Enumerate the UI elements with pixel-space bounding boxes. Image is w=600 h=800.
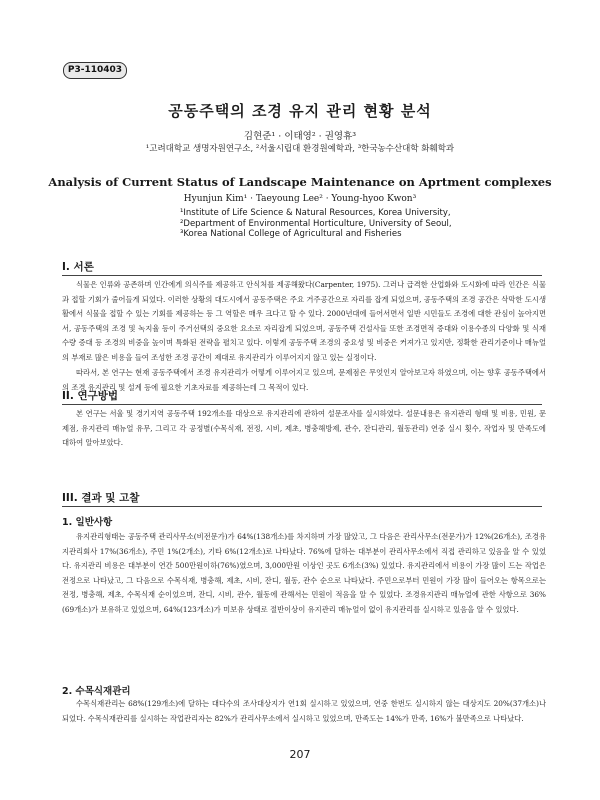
- subsection-heading-tree-planting: 2. 수목식재관리: [62, 686, 131, 697]
- section-heading-results: III. 결과 및 고찰: [62, 492, 140, 504]
- results-paragraph: 수목식재관리는 68%(129개소)에 달하는 대다수의 조사대상지가 연1회 실시하고 있었으며, 연중 한번도 실시하지 않는 대상지도 20%(37개소)나 되었다. 수목식재관리를 실시하는 작업관리자는 82%가 관리사무소에서 실시하고 있었으며, 만족도는 14%가 만족, 16%가 불만족으로 나타났다.: [62, 699, 546, 723]
- section-divider: [62, 404, 542, 405]
- page-number: 207: [289, 748, 311, 761]
- paper-id-badge: P3-110403: [63, 62, 127, 79]
- affiliations-english: [180, 208, 500, 240]
- subsection-heading-general: 1. 일반사항: [62, 517, 113, 528]
- section-divider: [62, 275, 542, 276]
- section-heading-methods: II. 연구방법: [62, 390, 119, 402]
- paper-title-korean: 공동주택의 조경 유지 관리 현황 분석: [168, 102, 432, 120]
- affiliations-korean: ¹고려대학교 생명자원연구소, ²서울시립대 환경원예학과, ³한국농수산대학 화훼학과: [145, 144, 455, 154]
- affiliation-line: ¹Institute of Life Science & Natural Resources, Korea University,: [180, 208, 451, 218]
- results-paragraph: 유지관리형태는 공동주택 관리사무소(비전문가)가 64%(138개소)를 차지하며 가장 많았고, 그 다음은 관리사무소(전문가)가 12%(26개소), 조경유지관리회사 17%(36개소), 주민 1%(2개소), 기타 6%(12개소)로 나타났다. 76%에 달하는 대부분이 관리사무소에서 직접 관리하고 있음을 알 수 있었다. 유지관리 비용은 대부분이 연간 500만원이하(76%)였으며, 3,000만원 이상인 곳도 6개소(3%) 있었다. 유지관리에서 비용이 가장 많이 드는 작업은 전정으로 나타났고, 그 다음으로 수목식재, 병충해, 제초, 시비, 잔디, 월동, 관수 순으로 나타났다. 주민으로부터 민원이 가장 많이 들어오는 항목으로는 전정, 병충해, 제초, 수목식재 순이었으며, 잔디, 시비, 관수, 월동에 관해서는 민원이 적음을 알 수 있었다. 조경유지관리 매뉴얼에 관한 사항으로 36%(69개소)가 보유하고 있었으며, 64%(123개소)가 미보유 상태로 절반이상이 유지관리 매뉴얼이 없이 유지관리를 실시하고 있음을 알 수 있었다.: [62, 532, 546, 614]
- affiliation-line: ²Department of Environmental Horticulture, University of Seoul,: [180, 218, 452, 229]
- introduction-paragraph: 따라서, 본 연구는 현재 공동주택에서 조경 유지관리가 어떻게 이루어지고 있으며, 문제점은 무엇인지 알아보고자 하였으며, 이는 향후 공동주택에서의 조경 유지관리 및 설계 등에 필요한 기초자료를 제공하는데 그 목적이 있다.: [62, 368, 546, 392]
- authors-korean: 김현준¹ · 이태영² · 권영휴³: [243, 131, 357, 142]
- methods-paragraph: 본 연구는 서울 및 경기지역 공동주택 192개소를 대상으로 유지관리에 관하여 설문조사를 실시하였다. 설문내용은 유지관리 형태 및 비용, 민원, 문제점, 유지관리 매뉴얼 유무, 그리고 각 공정별(수목식재, 전정, 시비, 제초, 병충해방제, 관수, 잔디관리, 월동관리) 연중 실시 횟수, 작업자 및 만족도에 대하여 알아보았다.: [62, 409, 546, 448]
- section-divider: [62, 506, 542, 507]
- paper-title-english: Analysis of Current Status of Landscape Maintenance on Aprtment complexes: [48, 175, 552, 189]
- affiliation-line: ³Korea National College of Agricultural and Fisheries: [180, 229, 402, 239]
- section-heading-introduction: I. 서론: [62, 261, 94, 273]
- authors-english: Hyunjun Kim¹ · Taeyoung Lee² · Young-hyoo Kwon³: [183, 194, 417, 204]
- introduction-paragraph: 식물은 인류와 공존하며 인간에게 의식주를 제공하고 안식처를 제공해왔다(Carpenter, 1975). 그러나 급격한 산업화와 도시화에 따라 인간은 식물과 접할 기회가 줄어들게 되었다. 이러한 상황의 대도시에서 공동주택은 주요 거주공간으로 자리를 잡게 되었으며, 공동주택의 조경 공간은 삭막한 도시생활에서 식물을 접할 수 있는 기회를 제공하는 등 그 역할은 매우 크다고 할 수 있다. 2000년대에 들어서면서 일반 시민들도 조경에 대한 관심이 높아지면서, 공동주택의 조경 및 녹지율 등이 주거선택의 중요한 요소로 자리잡게 되었으며, 공동주택 건설사들 또한 조경면적 증대와 이용수종의 다양화 및 식재수량 증대 등 조경의 비중을 높이며 특화된 전략을 펼치고 있다. 이렇게 공동주택 조경의 중요성 및 비중은 커져가고 있지만, 정확한 관리기준이나 매뉴얼의 부재로 많은 비용을 들여 조성한 조경 공간이 제대로 유지관리가 이루어지지 않고 있는 실정이다.: [62, 280, 546, 362]
